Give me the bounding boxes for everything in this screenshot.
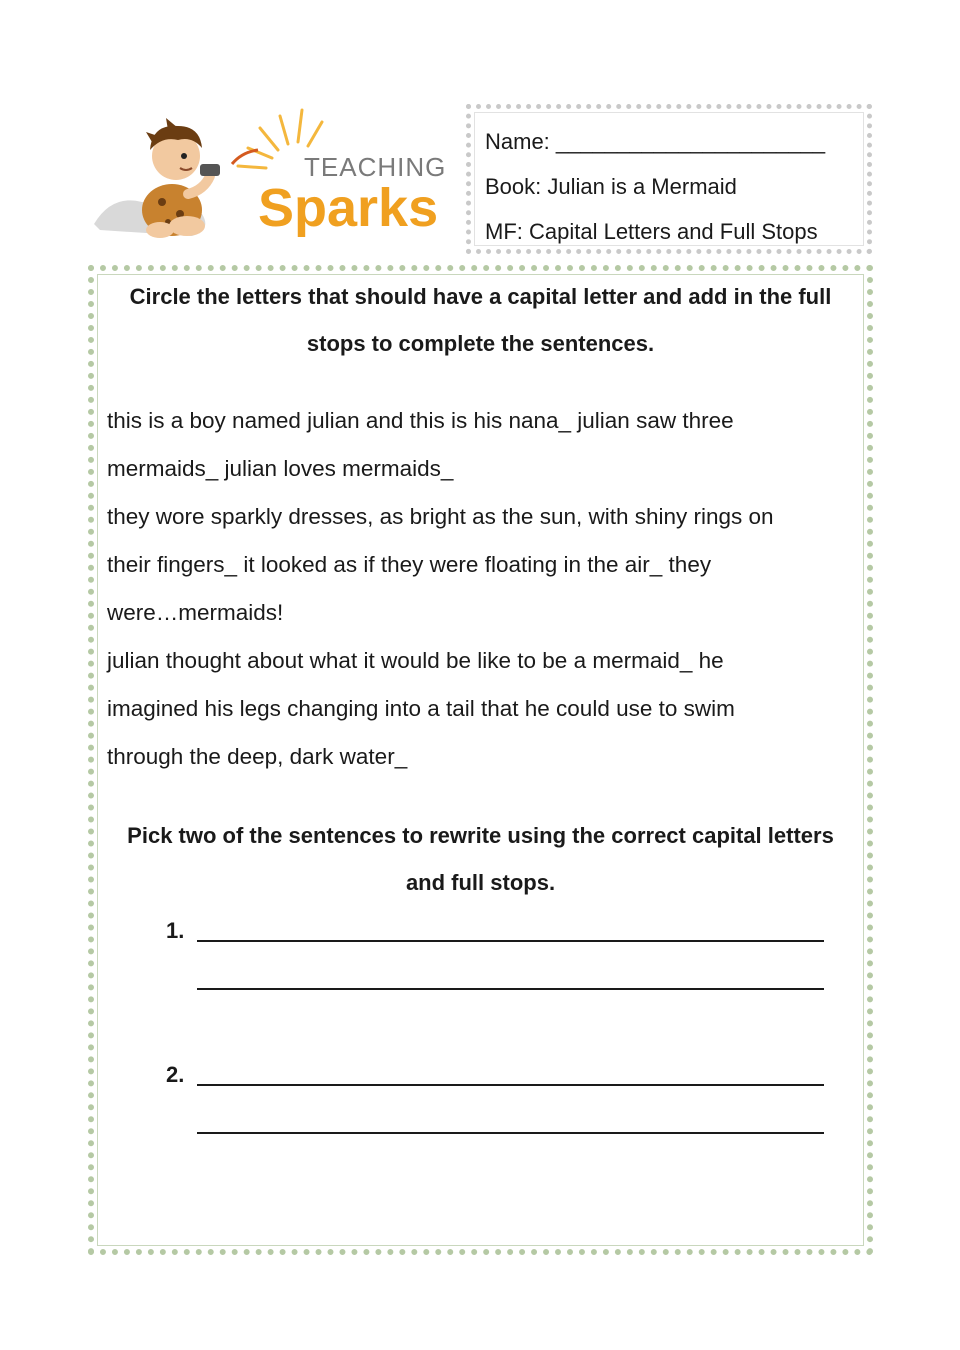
- logo-word-bottom: Sparks: [258, 178, 439, 238]
- passage-line[interactable]: mermaids_ julian loves mermaids_: [107, 456, 454, 481]
- passage-line[interactable]: imagined his legs changing into a tail that he could use to swim: [107, 696, 735, 721]
- answer-1-line-2[interactable]: [197, 988, 824, 990]
- passage-line[interactable]: through the deep, dark water_: [107, 744, 408, 769]
- teaching-sparks-logo: [92, 102, 452, 252]
- task2-instruction: [88, 812, 873, 906]
- passage-line[interactable]: were…mermaids!: [107, 600, 284, 625]
- passage-line[interactable]: their fingers_ it looked as if they were floating in the air_ they: [107, 552, 712, 577]
- answer-1-label: 1.: [166, 918, 185, 943]
- logo-graphic: [92, 102, 452, 252]
- answer-2-line-2[interactable]: [197, 1132, 824, 1134]
- task1-instruction-line: Circle the letters that should have a capital letter and add in the full: [129, 284, 832, 309]
- answer-2-label: 2.: [166, 1062, 185, 1087]
- book-title: Book: Julian is a Mermaid: [485, 174, 737, 199]
- student-info-box: [466, 104, 872, 254]
- focus-topic: MF: Capital Letters and Full Stops: [485, 219, 818, 244]
- task1-instruction: [88, 273, 873, 367]
- answer-2-line-1[interactable]: [197, 1084, 824, 1086]
- passage: [107, 397, 837, 781]
- name-field-label[interactable]: Name: ______________________: [485, 129, 826, 154]
- task2-instruction-line: Pick two of the sentences to rewrite using the correct capital letters: [127, 823, 834, 848]
- passage-line[interactable]: they wore sparkly dresses, as bright as the sun, with shiny rings on: [107, 504, 774, 529]
- answer-1-line-1[interactable]: [197, 940, 824, 942]
- logo-word-top: TEACHING: [304, 152, 447, 182]
- passage-line[interactable]: this is a boy named julian and this is his nana_ julian saw three: [107, 408, 734, 433]
- passage-line[interactable]: julian thought about what it would be like to be a mermaid_ he: [107, 648, 724, 673]
- task1-instruction-line: stops to complete the sentences.: [306, 331, 655, 356]
- task2-instruction-line: and full stops.: [405, 870, 556, 895]
